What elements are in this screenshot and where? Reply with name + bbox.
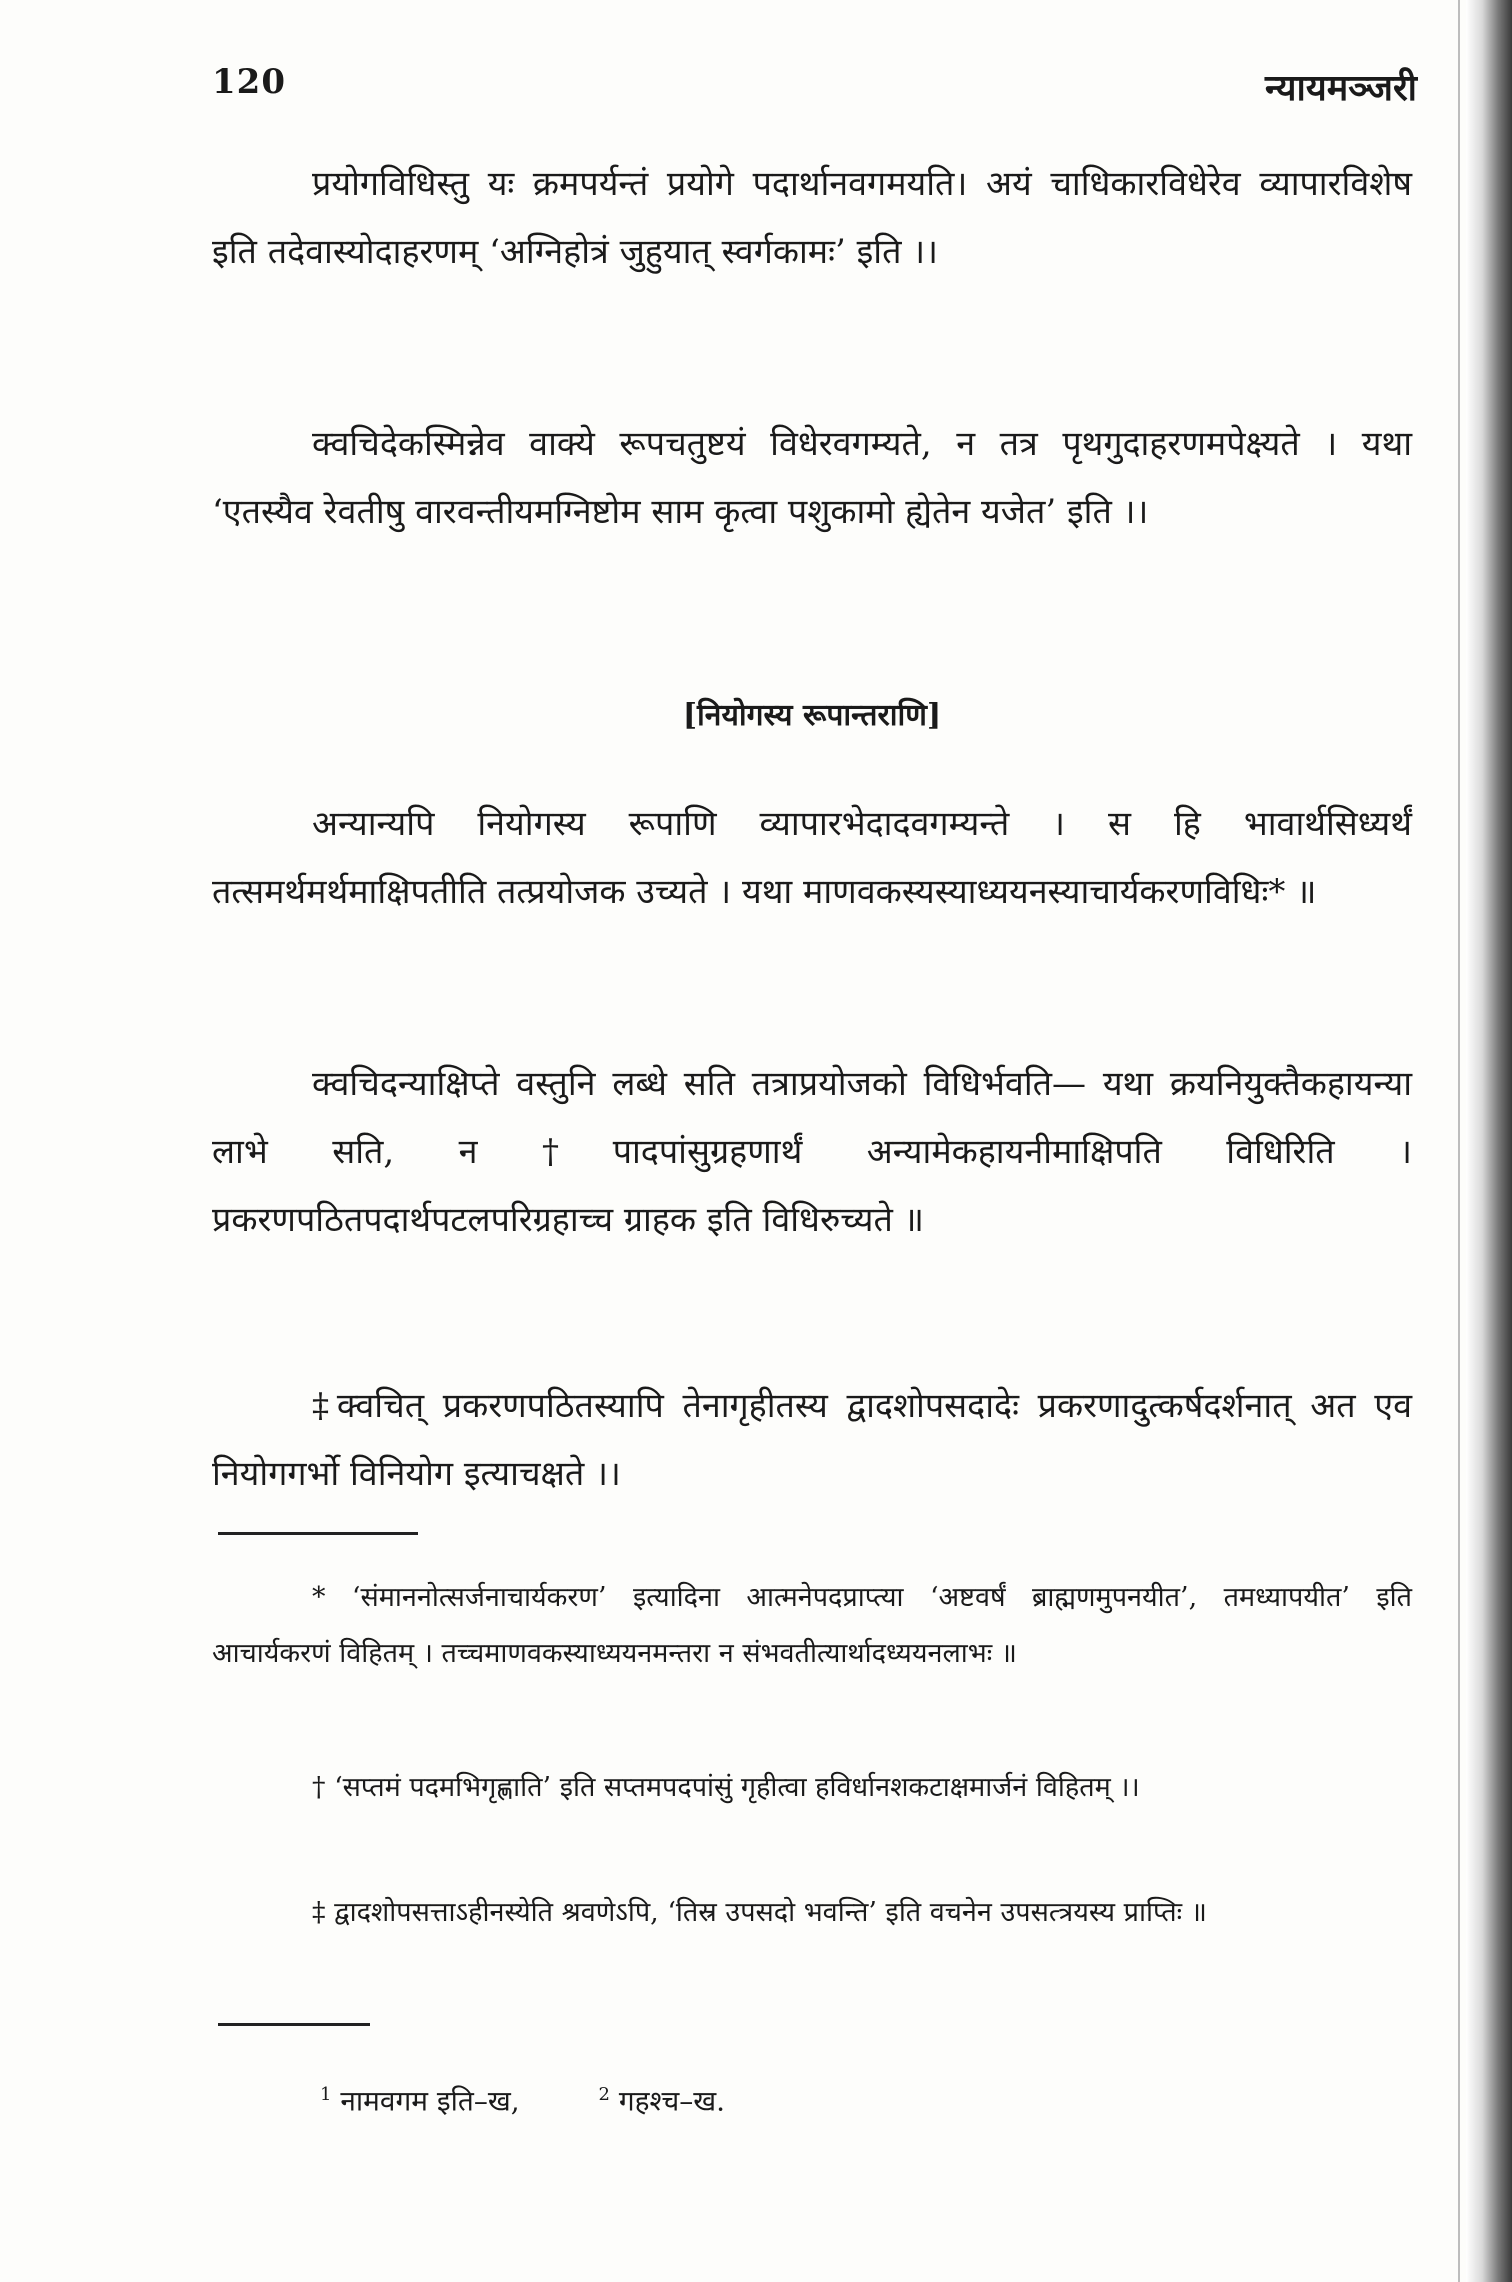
- page-header: [212, 62, 1417, 122]
- footnote: [212, 1885, 1412, 1941]
- paragraph: [212, 150, 1412, 286]
- variant-reading: [599, 2075, 725, 2121]
- paragraph-text: अन्यान्यपि नियोगस्य रूपाणि व्यापारभेदादवगम्यन्ते । स हि भावार्थसिध्यर्थं तत्समर्थमर्थमाक्षिपतीति तत्प्रयोजक उच्यते । यथा माणवकस्यस्याध्ययनस्याचार्यकरणविधिः* ॥: [212, 804, 1412, 912]
- footnote: [212, 1760, 1412, 1816]
- variant-readings: [320, 2075, 795, 2121]
- binding-edge: [1466, 0, 1512, 2282]
- footnote-text: † ‘सप्तमं पदमभिगृह्णाति’ इति सप्तमपदपांसुं गृहीत्वा हविर्धानशकटाक्षमार्जनं विहितम् ।।: [312, 1772, 1140, 1803]
- variant-text: नामवगम इति–ख,: [340, 2084, 520, 2118]
- footnote-text: ‡ द्वादशोपसत्ताऽहीनस्येति श्रवणेऽपि, ‘तिस्र उपसदो भवन्ति’ इति वचनेन उपसत्त्रयस्य प्राप्तिः ॥: [312, 1897, 1207, 1928]
- variant-mark: 2: [598, 2084, 610, 2105]
- variant-text: गहश्च–ख.: [618, 2084, 726, 2118]
- paragraph-text: क्वचिदेकस्मिन्नेव वाक्ये रूपचतुष्टयं विधेरवगम्यते, न तत्र पृथगुदाहरणमपेक्ष्यते । यथा ‘एतस्यैव रेवतीषु वारवन्तीयमग्निष्टोम साम कृत्वा पशुकामो ह्येतेन यजेत’ इति ।।: [212, 424, 1412, 532]
- footnote-text: * ‘संमाननोत्सर्जनाचार्यकरण’ इत्यादिना आत्मनेपदप्राप्त्या ‘अष्टवर्षं ब्राह्मणमुपनयीत’, तमध्यापयीत’ इति आचार्यकरणं विहितम् । तच्चमाणवकस्याध्ययनमन्तरा न संभवतीत्यार्थादध्ययनलाभः ॥: [212, 1582, 1412, 1669]
- running-title: न्यायमञ्जरी: [1265, 67, 1417, 109]
- paragraph-text: ‡क्वचित् प्रकरणपठितस्यापि तेनागृहीतस्य द्वादशोपसदादेः प्रकरणादुत्कर्षदर्शनात् अत एव नियोगगर्भो विनियोग इत्याचक्षते ।।: [212, 1386, 1412, 1494]
- paragraph-text: प्रयोगविधिस्तु यः क्रमपर्यन्तं प्रयोगे पदार्थानवगमयति। अयं चाधिकारविधेरेव व्यापारविशेष इति तदेवास्योदाहरणम् ‘अग्निहोत्रं जुहुयात् स्वर्गकामः’ इति ।।: [212, 164, 1412, 272]
- footnote: [212, 1570, 1412, 1682]
- variant-reading: [320, 2075, 520, 2121]
- paragraph-text: क्वचिदन्याक्षिप्ते वस्तुनि लब्धे सति तत्राप्रयोजको विधिर्भवति— यथा क्रयनियुक्तैकहायन्या लाभे सति, न †पादपांसुग्रहणार्थं अन्यामेकहायनीमाक्षिपति विधिरिति । प्रकरणपठितपदार्थपटलपरिग्रहाच्च ग्राहक इति विधिरुच्यते ॥: [212, 1064, 1412, 1240]
- paragraph: [212, 1372, 1412, 1508]
- paragraph: [212, 1050, 1412, 1254]
- footnote-separator: [218, 1532, 418, 1535]
- paragraph: [212, 790, 1412, 926]
- section-heading: [नियोगस्य रूपान्तराणि]: [682, 698, 942, 733]
- binding-line: [1458, 0, 1460, 2282]
- paragraph: [212, 410, 1412, 546]
- variant-mark: 1: [320, 2084, 332, 2105]
- page-number: 120: [212, 62, 286, 102]
- variant-separator: [218, 2023, 370, 2026]
